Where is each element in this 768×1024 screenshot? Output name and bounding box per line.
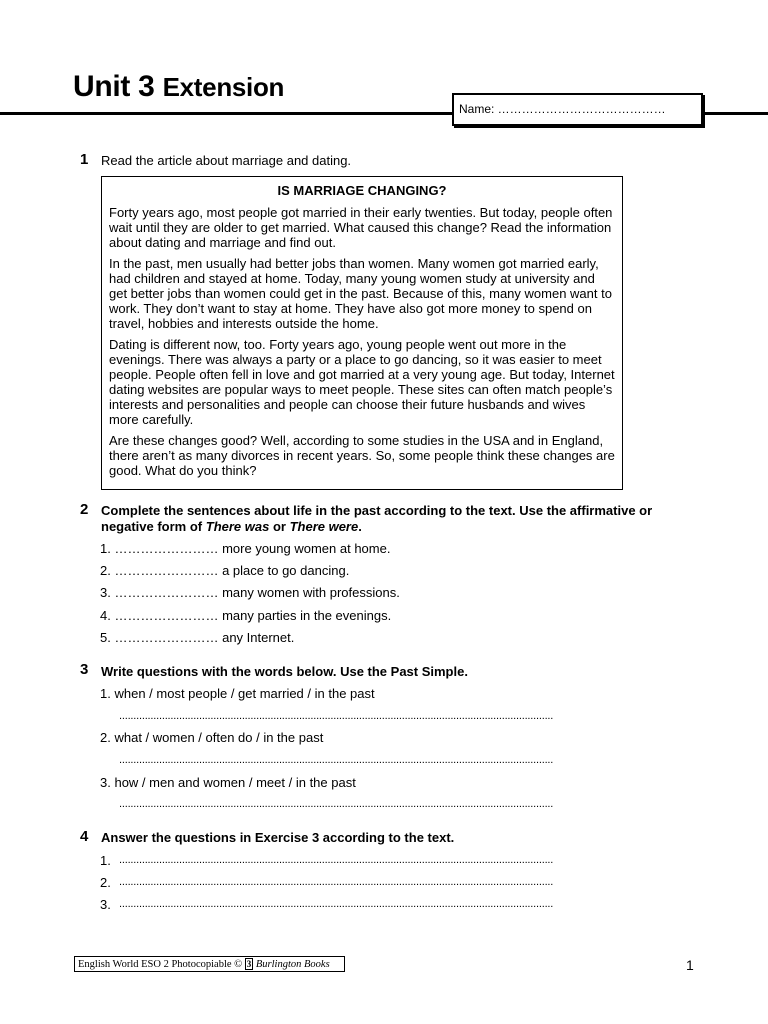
answer-blank[interactable]: ……………………: [114, 541, 219, 556]
page-number: 1: [686, 957, 694, 973]
item-text: how / men and women / meet / in the past: [114, 775, 356, 790]
item-text: when / most people / get married / in the past: [114, 686, 375, 701]
exercise-3-instruction: Write questions with the words below. Use the Past Simple.: [101, 664, 468, 679]
ex2-item-4: [100, 608, 391, 623]
article-paragraph-2: In the past, men usually had better jobs than women. Many women got married early, had children and stayed at home. Today, many young women study at university and get better jobs than women could get in the past. Because of this, many women want to work. They don’t want to stay at home. They have also got more money to spend on travel, hobbies and interests outside the home.: [109, 256, 612, 331]
header-rule-left: [0, 112, 454, 115]
instruction-period: .: [358, 519, 362, 534]
item-text: more young women at home.: [222, 541, 391, 556]
ex4-answer-line-3[interactable]: ........................................................................................................................................................: [119, 898, 554, 910]
article-paragraph-3: Dating is different now, too. Forty years ago, young people went out more in the evenings. There was always a party or a place to go dancing, so it was easier to meet people. People often fell in love and got married at a very young age. But today, Internet dating websites are popular ways to meet people. These sites can often match people’s interests and personalities and people can choose their future husbands and wives more carefully.: [109, 337, 615, 427]
ex4-item-1: [100, 853, 111, 868]
ex3-answer-line-3[interactable]: ........................................................................................................................................................: [119, 798, 554, 810]
article-paragraph-4: Are these changes good? Well, according to some studies in the USA and in England, there aren’t as many divorces in recent years. So, some people think these changes are good. What do you think?: [109, 433, 615, 478]
item-number: 3.: [100, 775, 111, 790]
exercise-3-number: 3: [80, 661, 89, 678]
exercise-4-number: 4: [80, 828, 89, 845]
ex2-item-1: [100, 541, 390, 556]
ex2-item-3: [100, 585, 400, 600]
header-rule-right: [697, 112, 768, 115]
ex2-item-2: [100, 563, 349, 578]
answer-blank[interactable]: ……………………: [114, 608, 219, 623]
unit-title: [73, 70, 284, 103]
item-text: many parties in the evenings.: [222, 608, 392, 623]
unit-number: Unit 3: [73, 70, 155, 103]
publisher-logo-icon: 3: [246, 959, 252, 969]
ex3-item-3: [100, 775, 356, 790]
ex3-answer-line-1[interactable]: ........................................................................................................................................................: [119, 710, 554, 722]
article-title: IS MARRIAGE CHANGING?: [277, 183, 447, 198]
item-text: many women with professions.: [222, 585, 400, 600]
item-number: 4.: [100, 608, 111, 623]
ex2-item-5: [100, 630, 294, 645]
footer-copyright: [74, 956, 345, 972]
item-text: a place to go dancing.: [222, 563, 350, 578]
name-field[interactable]: [452, 93, 703, 126]
item-number: 2.: [100, 875, 111, 890]
exercise-2-instruction: [101, 503, 701, 535]
answer-blank[interactable]: ……………………: [114, 563, 219, 578]
exercise-2-instruction-text: Complete the sentences about life in the past according to the text. Use the affirmative or negative form of: [101, 503, 653, 534]
ex3-answer-line-2[interactable]: ........................................................................................................................................................: [119, 754, 554, 766]
item-number: 2.: [100, 563, 111, 578]
unit-extension: Extension: [162, 72, 285, 102]
item-number: 3.: [100, 897, 111, 912]
item-number: 3.: [100, 585, 111, 600]
item-number: 1.: [100, 853, 111, 868]
item-text: what / women / often do / in the past: [114, 730, 324, 745]
ex3-item-2: [100, 730, 323, 745]
exercise-1-instruction: Read the article about marriage and dating.: [101, 153, 352, 168]
item-number: 1.: [100, 686, 111, 701]
there-was-term: There was: [205, 519, 270, 534]
ex4-answer-line-1[interactable]: ........................................................................................................................................................: [119, 854, 554, 866]
answer-blank[interactable]: ……………………: [114, 585, 219, 600]
ex4-answer-line-2[interactable]: ........................................................................................................................................................: [119, 876, 554, 888]
there-were-term: There were: [289, 519, 359, 534]
item-text: any Internet.: [222, 630, 295, 645]
article-box: [101, 176, 623, 490]
ex4-item-3: [100, 897, 111, 912]
item-number: 2.: [100, 730, 111, 745]
item-number: 5.: [100, 630, 111, 645]
article-paragraph-1: Forty years ago, most people got married in their early twenties. But today, people often wait until they are older to get married. What caused this change? Read the information about dating and marriage and find out.: [109, 205, 613, 250]
publisher-name: Burlington Books: [255, 959, 330, 970]
or-word: or: [269, 519, 290, 534]
ex4-item-2: [100, 875, 111, 890]
footer-text: English World ESO 2 Photocopiable ©: [78, 959, 245, 970]
ex3-item-1: [100, 686, 375, 701]
exercise-1-number: 1: [80, 151, 89, 168]
exercise-4-instruction: Answer the questions in Exercise 3 according to the text.: [101, 830, 455, 845]
name-label: Name: ……………………………………: [459, 102, 666, 116]
answer-blank[interactable]: ……………………: [114, 630, 219, 645]
exercise-2-number: 2: [80, 501, 89, 518]
item-number: 1.: [100, 541, 111, 556]
